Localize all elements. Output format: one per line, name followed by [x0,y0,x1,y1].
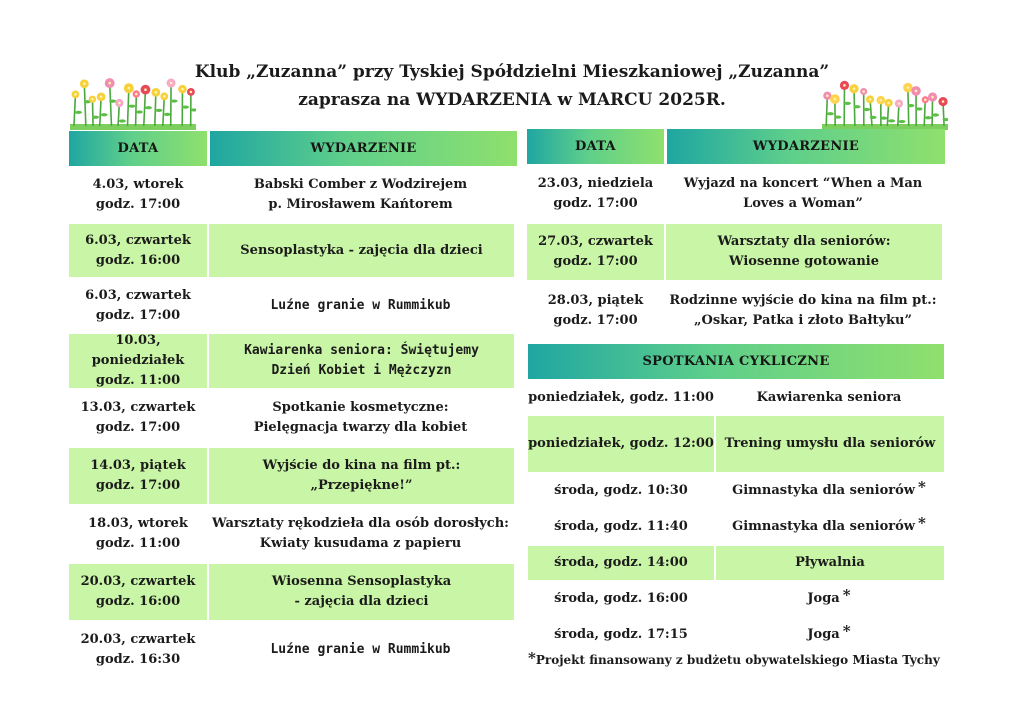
cyclic-when: środa, godz. 16:00 [554,591,688,606]
event-title-line-2: Wiosenne gotowanie [729,254,879,269]
cyclic-when: środa, godz. 11:40 [554,519,688,534]
event-title-line-2: „Przepiękne!” [310,478,413,493]
event-title-line-1: Wyjście do kina na film pt.: [262,458,461,473]
event-title-line-1: Luźne granie w Rummikub [270,297,451,313]
event-time: godz. 17:00 [553,313,638,328]
cyclic-row-3 [528,474,944,508]
event-date: 20.03, czwartek [80,574,196,589]
event-title-cell [207,564,514,620]
cyclic-what-label: Joga [807,627,840,642]
event-title-line-1: Luźne granie w Rummikub [270,642,451,657]
right-row-1 [527,166,942,222]
event-date-cell [69,334,207,388]
event-date: 18.03, wtorek [88,516,188,531]
event-title-line-2: Loves a Woman” [743,196,863,211]
event-date-cell [69,224,207,277]
flowers-right-icon [822,74,948,130]
event-date: 13.03, czwartek [80,400,196,415]
event-time: godz. 17:00 [553,196,638,211]
event-title-line-1: Babski Comber z Wodzirejem [253,176,468,192]
cyclic-row-2 [528,416,944,472]
event-title-cell [664,166,942,222]
event-title-cell [207,279,514,332]
left-header-date-label: DATA [117,141,159,156]
left-row-5 [69,390,514,446]
left-row-9 [69,622,514,678]
event-title-line-2: Kwiaty kusudama z papieru [259,536,462,551]
cyclic-row-7 [528,618,944,652]
event-title-line-1: Wyjazd na koncert “When a Man [683,176,923,191]
cyclic-row-1 [528,381,944,414]
cyclic-header [528,344,944,379]
event-date: 28.03, piątek [547,293,644,308]
event-date-cell [527,224,664,280]
event-time: godz. 17:00 [95,307,181,323]
event-date-cell [69,506,207,562]
cyclic-what [714,582,944,616]
cyclic-when: środa, godz. 10:30 [554,483,688,498]
footnote-text: Projekt finansowany z budżetu obywatelskiego Miasta Tychy [535,653,940,667]
right-row-2 [527,224,942,280]
event-title-line-1: Kawiarenka seniora: Świętujemy [244,343,479,358]
right-row-3 [527,282,942,340]
right-header-date-label: DATA [575,139,616,154]
event-date: 4.03, wtorek [92,176,184,192]
event-time: godz. 16:00 [95,252,181,268]
cyclic-what [714,546,944,580]
event-title-line-1: Warsztaty rękodzieła dla osób dorosłych: [212,516,509,531]
event-date: 27.03, czwartek [538,234,653,249]
right-header-event-label: WYDARZENIE [752,139,860,154]
cyclic-row-4 [528,510,944,544]
event-date: 6.03, czwartek [85,232,191,248]
event-title-line-1: Warsztaty dla seniorów: [717,234,891,249]
event-time: godz. 11:00 [95,536,181,551]
asterisk-mark: * [918,478,926,496]
left-row-1 [69,167,514,222]
event-title-cell [664,282,942,340]
footnote [528,649,944,671]
event-title-cell [207,167,514,222]
cyclic-what [714,416,944,472]
event-title-cell [207,390,514,446]
event-title-line-1: Sensoplastyka - zajęcia dla dzieci [240,242,483,258]
asterisk-mark: * [918,514,926,532]
cyclic-what-label: Gimnastyka dla seniorów [732,483,915,498]
cyclic-header-label: SPOTKANIA CYKLICZNE [642,354,830,369]
event-time: godz. 17:00 [553,254,638,269]
event-date: 10.03, poniedziałek [91,333,185,368]
cyclic-what-label: Gimnastyka dla seniorów [732,519,915,534]
cyclic-when: środa, godz. 17:15 [554,627,688,642]
event-time: godz. 16:00 [95,594,181,609]
right-header-event [667,129,945,164]
cyclic-what [714,474,944,508]
event-date-cell [69,448,207,504]
event-title-line-2: - zajęcia dla dzieci [294,594,429,609]
event-title-line-1: Wiosenna Sensoplastyka [271,574,452,589]
event-date-cell [69,167,207,222]
right-header-date [527,129,664,164]
left-header-event [210,131,517,166]
cyclic-when: poniedziałek, godz. 12:00 [528,436,714,451]
event-title-line-1: Rodzinne wyjście do kina na film pt.: [669,293,937,308]
event-title-line-2: p. Mirosławem Kańtorem [268,196,453,212]
event-date: 6.03, czwartek [85,287,191,303]
cyclic-what-label: Pływalnia [795,555,865,570]
title-line-2: zaprasza na WYDARZENIA w MARCU 2025R. [298,90,726,110]
title-line-1: Klub „Zuzanna” przy Tyskiej Spółdzielni Mieszkaniowej „Zuzanna” [194,62,830,82]
left-row-4 [69,334,514,388]
cyclic-what [714,381,944,414]
left-header-event-label: WYDARZENIE [310,141,417,156]
event-time: godz. 11:00 [95,373,181,388]
event-date: 20.03, czwartek [80,632,196,647]
left-row-7 [69,506,514,562]
event-time: godz. 16:30 [95,652,181,667]
event-title-cell [207,506,514,562]
left-row-2 [69,224,514,277]
left-row-6 [69,448,514,504]
event-date-cell [69,622,207,678]
event-date: 14.03, piątek [90,458,186,473]
event-title-line-2: „Oskar, Patka i złoto Bałtyku” [694,313,912,328]
flowers-left-icon [70,74,196,130]
event-date-cell [527,166,664,222]
event-date-cell [527,282,664,340]
page-title [170,58,854,114]
cyclic-row-5 [528,546,944,580]
footnote-mark: * [528,649,536,667]
cyclic-what-label: Joga [807,591,840,606]
event-date: 23.03, niedziela [537,176,654,191]
event-title-cell [207,334,514,388]
event-date-cell [69,564,207,620]
cyclic-what [714,510,944,544]
event-title-cell [207,622,514,678]
event-time: godz. 17:00 [95,196,181,212]
event-title-line-2: Pielęgnacja twarzy dla kobiet [253,420,468,435]
event-title-cell [207,448,514,504]
cyclic-what-label: Kawiarenka seniora [756,389,902,405]
event-time: godz. 17:00 [95,478,181,493]
cyclic-what-label: Trening umysłu dla seniorów [724,436,936,451]
event-time: godz. 17:00 [95,420,181,435]
event-date-cell [69,390,207,446]
cyclic-what [714,618,944,652]
asterisk-mark: * [842,622,851,640]
event-title-cell [664,224,942,280]
cyclic-row-6 [528,582,944,616]
left-header-date [69,131,207,166]
event-title-cell [207,224,514,277]
cyclic-when: środa, godz. 14:00 [554,555,688,570]
left-row-8 [69,564,514,620]
event-title-line-2: Dzień Kobiet i Mężczyzn [271,363,452,378]
left-row-3 [69,279,514,332]
event-date-cell [69,279,207,332]
asterisk-mark: * [842,586,851,604]
cyclic-when: poniedziałek, godz. 11:00 [528,389,714,405]
event-title-line-1: Spotkanie kosmetyczne: [272,400,449,415]
